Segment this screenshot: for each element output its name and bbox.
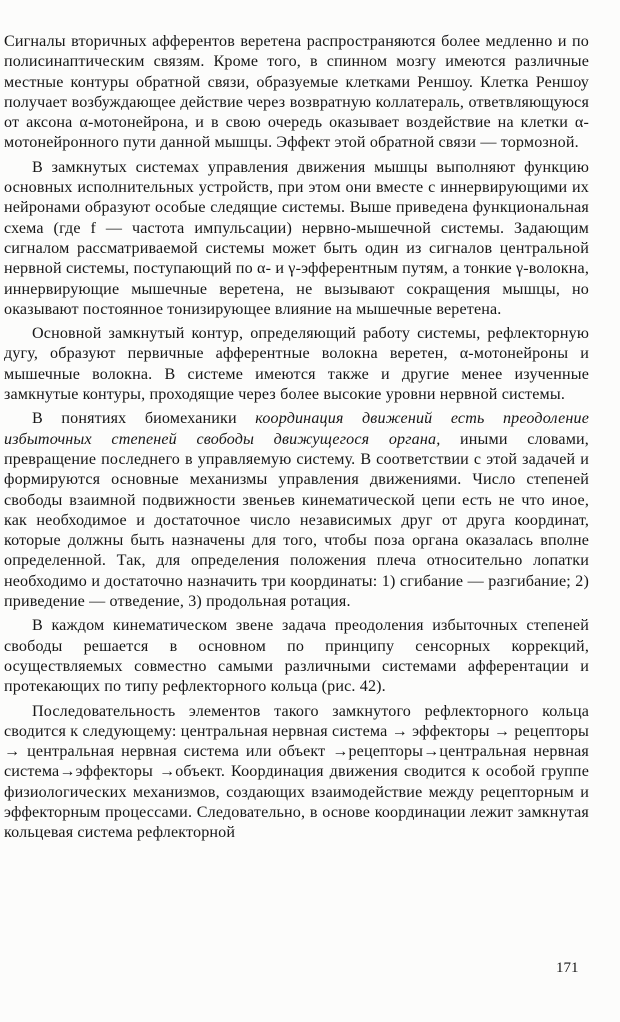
text-run: Основной замкнутый контур, определяющий работу системы, рефлекторную дугу, образуют первичные афферентные волокна веретен, α-мотонейроны и мышечные волокна. В системе имеются также и другие менее изученные замкнутые контуры, проходящие через более высокие уровни нервной системы.	[4, 325, 589, 404]
text-run: В каждом кинематическом звене задача преодоления избыточных степеней свободы решается в основном по принципу сенсорных коррекций, осуществляемых совместно самыми различными системами афферентации и протекающих по типу рефлекторного кольца (рис. 42).	[4, 617, 589, 696]
text-run: Последовательность элементов такого замкнутого рефлекторного кольца сводится к следующему: центральная нервная система → эффекторы → рецепторы → центральная нервная система или объект →рецепторы→центральная нервная система→эффекторы →объект. Координация движения сводится к особой группе физиологических механизмов, создающих взаимодействие между рецепторным и эффекторным процессами. Следовательно, в основе координации лежит замкнутая кольцевая система рефлекторной	[4, 702, 589, 842]
text-run: иными словами, превращение последнего в управляемую систему. В соответствии с этой задачей и формируются основные механизмы управления движениями. Число степеней свободы взаимной подвижности звеньев кинематической цепи есть не что иное, как необходимое и достаточное число независимых друг от друга координат, которые должны быть назначены для того, чтобы поза органа оказалась вполне определенной. Так, для определения положения плеча относительно лопатки необходимо и достаточно назначить три координаты: 1) сгибание — разгибание; 2) приведение — отведение, 3) продольная ротация.	[4, 430, 589, 611]
paragraph	[4, 32, 589, 154]
paragraph	[4, 409, 589, 612]
body-text	[4, 32, 589, 844]
paragraph	[4, 702, 589, 844]
text-run: Сигналы вторичных афферентов веретена распространяются более медленно и по полисинаптическим связям. Кроме того, в спинном мозгу имеются различные местные контуры обратной связи, образуемые клетками Реншоу. Клетка Реншоу получает возбуждающее действие через возвратную коллатераль, ответвляющуюся от аксона α-мотонейрона, и в свою очередь оказывает воздействие на клетки α-мотонейронного пути данной мышцы. Эффект этой обратной связи — тормозной.	[4, 33, 589, 152]
text-run: В замкнутых системах управления движения мышцы выполняют функцию основных исполнительных устройств, при этом они вместе с иннервирующими их нейронами образуют особые следящие системы. Выше приведена функциональная схема (где f — частота импульсации) нервно-мышечной системы. Задающим сигналом рассматриваемой системы может быть один из сигналов центральной нервной системы, поступающий по α- и γ-эфферентным путям, а тонкие γ-волокна, иннервирующие мышечные веретена, не вызывают сокращения мышцы, но оказывают постоянное тонизирующее влияние на мышечные веретена.	[4, 158, 589, 318]
page-number: 171	[556, 960, 579, 976]
paragraph	[4, 324, 589, 405]
paragraph	[4, 158, 589, 320]
paragraph	[4, 616, 589, 697]
text-run: В понятиях биомеханики	[32, 410, 256, 428]
italic-definition: координация движений есть преодоление избыточных степеней свободы движущегося органа,	[4, 410, 589, 448]
